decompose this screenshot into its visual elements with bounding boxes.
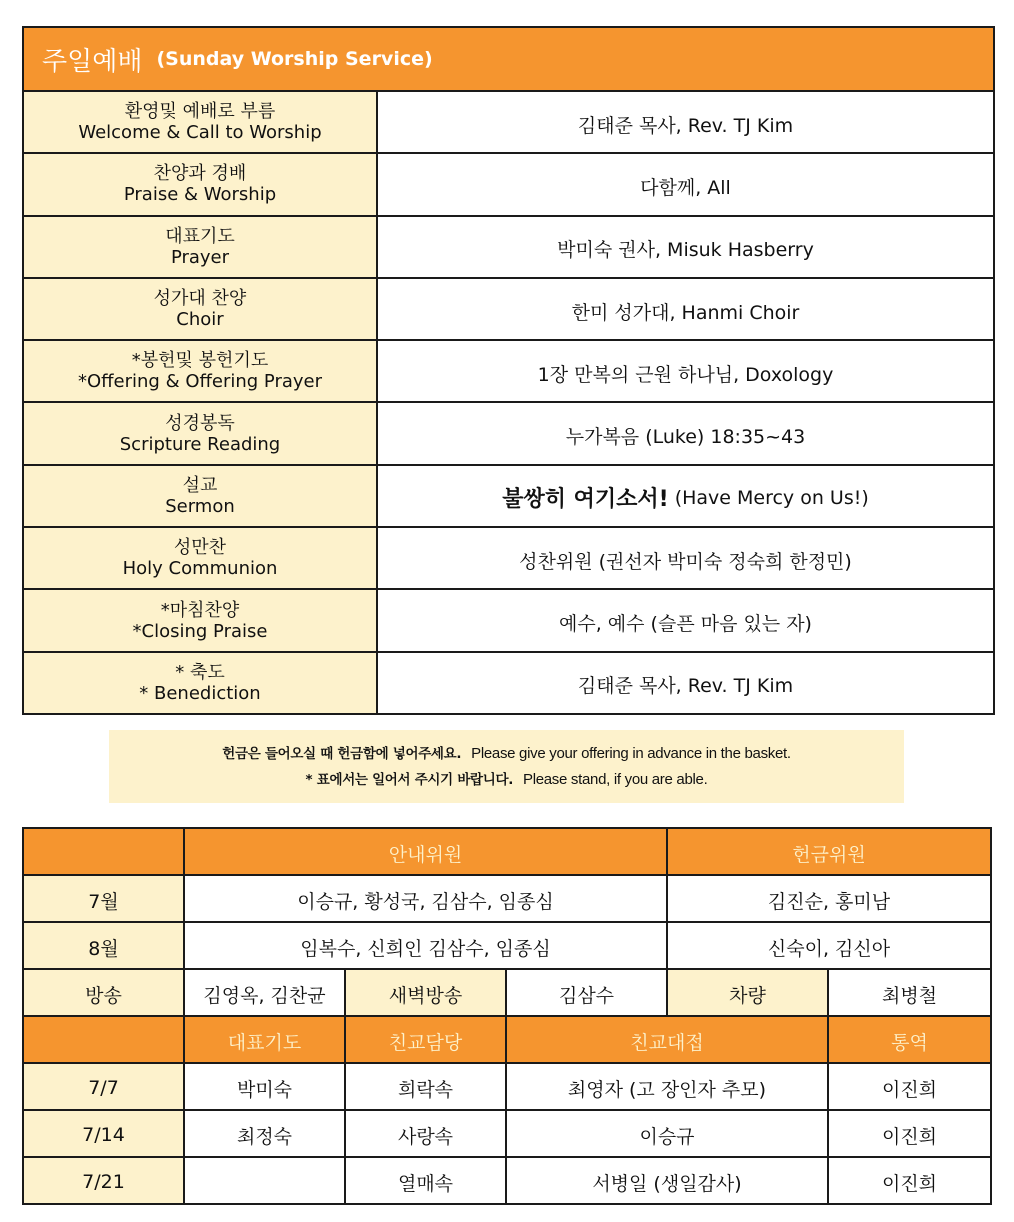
worship-item-ko: 성경봉독 — [165, 412, 235, 434]
worship-item-en: Holy Communion — [122, 558, 278, 580]
worship-title-en: (Sunday Worship Service) — [156, 48, 433, 70]
ushers-names: 이승규, 황성국, 김삼수, 임종심 — [184, 875, 667, 922]
worship-item-ko: * 축도 — [175, 661, 225, 683]
worship-item-en: Sermon — [165, 495, 235, 517]
roster-corner-cell — [23, 1016, 184, 1063]
header-offering-team: 헌금위원 — [667, 828, 991, 875]
worship-title-ko: 주일예배 — [42, 46, 143, 77]
worship-item-value: 예수, 예수 (슬픈 마음 있는 자) — [559, 613, 812, 636]
notice-line-stand — [306, 767, 708, 793]
offering-names: 신숙이, 김신아 — [667, 922, 991, 969]
dawn-broadcast-label: 새벽방송 — [345, 969, 506, 1016]
worship-item-ko: 환영및 예배로 부름 — [124, 101, 276, 123]
sermon-title-ko: 불쌍히 여기소서! — [502, 487, 669, 513]
worship-row-closing — [24, 590, 993, 652]
week-fellowship-lead: 열매속 — [345, 1157, 506, 1204]
worship-item-value: 성찬위원 (권선자 박미숙 정숙희 한정민) — [519, 550, 852, 573]
week-date: 7/14 — [23, 1110, 184, 1157]
week-interpreter: 이진희 — [828, 1157, 991, 1204]
notice-offering-en: Please give your offering in advance in the basket. — [471, 744, 791, 762]
offering-names: 김진순, 홍미남 — [667, 875, 991, 922]
week-prayer — [184, 1157, 345, 1204]
week-interpreter: 이진희 — [828, 1063, 991, 1110]
worship-item-en: Choir — [176, 309, 224, 331]
worship-item-value: 한미 성가대, Hanmi Choir — [571, 301, 800, 324]
ushers-names: 임복수, 신희인 김삼수, 임종심 — [184, 922, 667, 969]
worship-row-praise — [24, 154, 993, 216]
worship-item-label — [24, 528, 378, 588]
dawn-broadcast-name: 김삼수 — [506, 969, 667, 1016]
month-label: 8월 — [23, 922, 184, 969]
worship-item-value: 다함께, All — [640, 176, 731, 199]
week-prayer: 박미숙 — [184, 1063, 345, 1110]
worship-row-sermon — [24, 466, 993, 528]
notice-stand-en: Please stand, if you are able. — [522, 770, 708, 788]
month-label: 7월 — [23, 875, 184, 922]
worship-item-label — [24, 92, 378, 152]
sermon-title-en: (Have Mercy on Us!) — [674, 486, 869, 509]
worship-item-value: 누가복음 (Luke) 18:35~43 — [565, 426, 806, 449]
week-date: 7/21 — [23, 1157, 184, 1204]
worship-row-offering — [24, 341, 993, 403]
worship-row-scripture — [24, 403, 993, 465]
worship-item-value: 1장 만복의 근원 하나님, Doxology — [537, 363, 834, 386]
worship-row-communion — [24, 528, 993, 590]
roster-row-broadcast — [23, 969, 991, 1016]
worship-order-table — [22, 26, 995, 715]
roster-week-row — [23, 1063, 991, 1110]
vehicle-name: 최병철 — [828, 969, 991, 1016]
week-prayer: 최정숙 — [184, 1110, 345, 1157]
week-fellowship-host: 최영자 (고 장인자 추모) — [506, 1063, 828, 1110]
roster-header-row — [23, 828, 991, 875]
worship-item-label — [24, 341, 378, 401]
header-fellowship-host: 친교대접 — [506, 1016, 828, 1063]
worship-item-value: 김태준 목사, Rev. TJ Kim — [577, 675, 794, 698]
worship-item-en: Praise & Worship — [123, 184, 277, 206]
worship-row-benediction — [24, 653, 993, 713]
worship-row-choir — [24, 279, 993, 341]
week-date: 7/7 — [23, 1063, 184, 1110]
worship-item-value: 김태준 목사, Rev. TJ Kim — [577, 114, 794, 137]
worship-item-value — [378, 466, 993, 526]
broadcast-names: 김영옥, 김찬균 — [184, 969, 345, 1016]
volunteer-roster-table — [22, 827, 992, 1205]
header-interpreter: 통역 — [828, 1016, 991, 1063]
header-fellowship-lead: 친교담당 — [345, 1016, 506, 1063]
worship-item-en: *Offering & Offering Prayer — [77, 371, 323, 393]
worship-item-label — [24, 154, 378, 214]
worship-item-en: Scripture Reading — [119, 433, 281, 455]
roster-header-row-2 — [23, 1016, 991, 1063]
week-fellowship-lead: 사랑속 — [345, 1110, 506, 1157]
worship-header — [24, 28, 993, 92]
notice-line-offering — [222, 741, 791, 767]
roster-row-july — [23, 875, 991, 922]
worship-item-label — [24, 279, 378, 339]
worship-item-ko: 설교 — [182, 474, 218, 496]
worship-item-label — [24, 590, 378, 650]
worship-item-en: Prayer — [170, 246, 230, 268]
worship-row-welcome — [24, 92, 993, 154]
worship-item-label — [24, 217, 378, 277]
vehicle-label: 차량 — [667, 969, 828, 1016]
worship-item-ko: 성만찬 — [173, 537, 227, 559]
roster-row-august — [23, 922, 991, 969]
broadcast-label: 방송 — [23, 969, 184, 1016]
roster-corner-cell — [23, 828, 184, 875]
week-interpreter: 이진희 — [828, 1110, 991, 1157]
worship-item-label — [24, 403, 378, 463]
worship-item-label — [24, 653, 378, 713]
worship-item-en: *Closing Praise — [132, 620, 268, 642]
worship-item-ko: 성가대 찬양 — [153, 288, 247, 310]
worship-item-ko: 찬양과 경배 — [153, 163, 247, 185]
week-fellowship-host: 서병일 (생일감사) — [506, 1157, 828, 1204]
roster-week-row — [23, 1110, 991, 1157]
notice-offering-ko: 헌금은 들어오실 때 헌금함에 넣어주세요. — [222, 745, 462, 762]
week-fellowship-host: 이승규 — [506, 1110, 828, 1157]
header-ushers: 안내위원 — [184, 828, 667, 875]
roster-week-row — [23, 1157, 991, 1204]
offering-notice — [109, 730, 904, 803]
worship-item-en: Welcome & Call to Worship — [78, 122, 322, 144]
worship-item-en: * Benediction — [139, 682, 261, 704]
week-fellowship-lead: 희락속 — [345, 1063, 506, 1110]
worship-item-label — [24, 466, 378, 526]
worship-item-ko: *봉헌및 봉헌기도 — [131, 350, 269, 372]
worship-item-ko: *마침찬양 — [160, 599, 240, 621]
worship-item-ko: 대표기도 — [165, 225, 235, 247]
worship-item-value: 박미숙 권사, Misuk Hasberry — [557, 239, 814, 262]
header-rep-prayer: 대표기도 — [184, 1016, 345, 1063]
worship-row-prayer — [24, 217, 993, 279]
notice-stand-ko: * 표에서는 일어서 주시기 바랍니다. — [305, 771, 514, 788]
